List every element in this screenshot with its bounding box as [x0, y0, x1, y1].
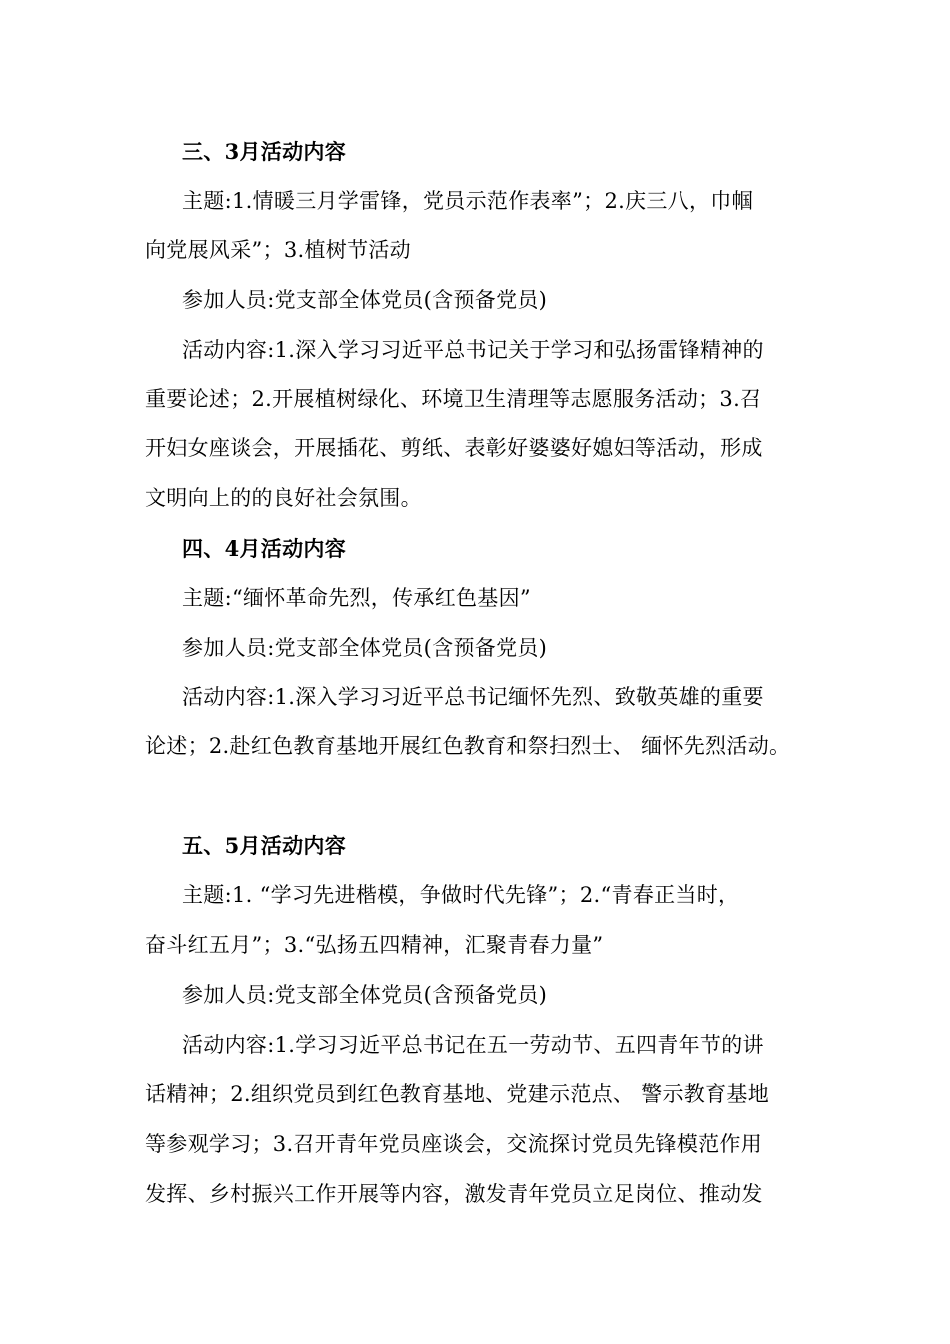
section-theme-line: 主题:1. “学习先进楷模，争做时代先锋”；2.“青春正当时， [182, 883, 740, 907]
section-content-line: 活动内容:1.学习习近平总书记在五一劳动节、五四青年节的讲 [182, 1033, 764, 1057]
section-heading-march: 三、3月活动内容 [182, 139, 347, 164]
section-heading-may: 五、5月活动内容 [182, 833, 347, 858]
section-participants: 参加人员:党支部全体党员(含预备党员) [182, 983, 548, 1007]
section-heading-april: 四、4月活动内容 [182, 536, 347, 561]
section-content-line: 论述；2.赴红色教育基地开展红色教育和祭扫烈士、 缅怀先烈活动。 [145, 734, 791, 758]
section-content-line: 发挥、乡村振兴工作开展等内容，激发青年党员立足岗位、推动发 [145, 1182, 763, 1206]
section-participants: 参加人员:党支部全体党员(含预备党员) [182, 636, 548, 660]
section-content-line: 开妇女座谈会，开展插花、剪纸、表彰好婆婆好媳妇等活动，形成 [145, 436, 763, 460]
section-content-line: 等参观学习；3.召开青年党员座谈会，交流探讨党员先锋模范作用 [145, 1132, 763, 1156]
section-theme-line: 主题:1.情暖三月学雷锋，党员示范作表率”；2.庆三八，巾帼 [182, 189, 753, 213]
section-theme-line: 向党展风采”；3.植树节活动 [145, 238, 411, 262]
section-content-line: 活动内容:1.深入学习习近平总书记缅怀先烈、致敬英雄的重要 [182, 685, 764, 709]
section-participants: 参加人员:党支部全体党员(含预备党员) [182, 288, 548, 312]
section-content-line: 文明向上的的良好社会氛围。 [145, 486, 422, 510]
section-content-line: 话精神；2.组织党员到红色教育基地、党建示范点、 警示教育基地 [145, 1082, 770, 1106]
section-content-line: 活动内容:1.深入学习习近平总书记关于学习和弘扬雷锋精神的 [182, 338, 764, 362]
section-content-line: 重要论述；2.开展植树绿化、环境卫生清理等志愿服务活动；3.召 [145, 387, 762, 411]
section-theme-line: 主题:“缅怀革命先烈，传承红色基因” [182, 586, 531, 610]
section-theme-line: 奋斗红五月”；3.“弘扬五四精神，汇聚青春力量” [145, 933, 604, 957]
